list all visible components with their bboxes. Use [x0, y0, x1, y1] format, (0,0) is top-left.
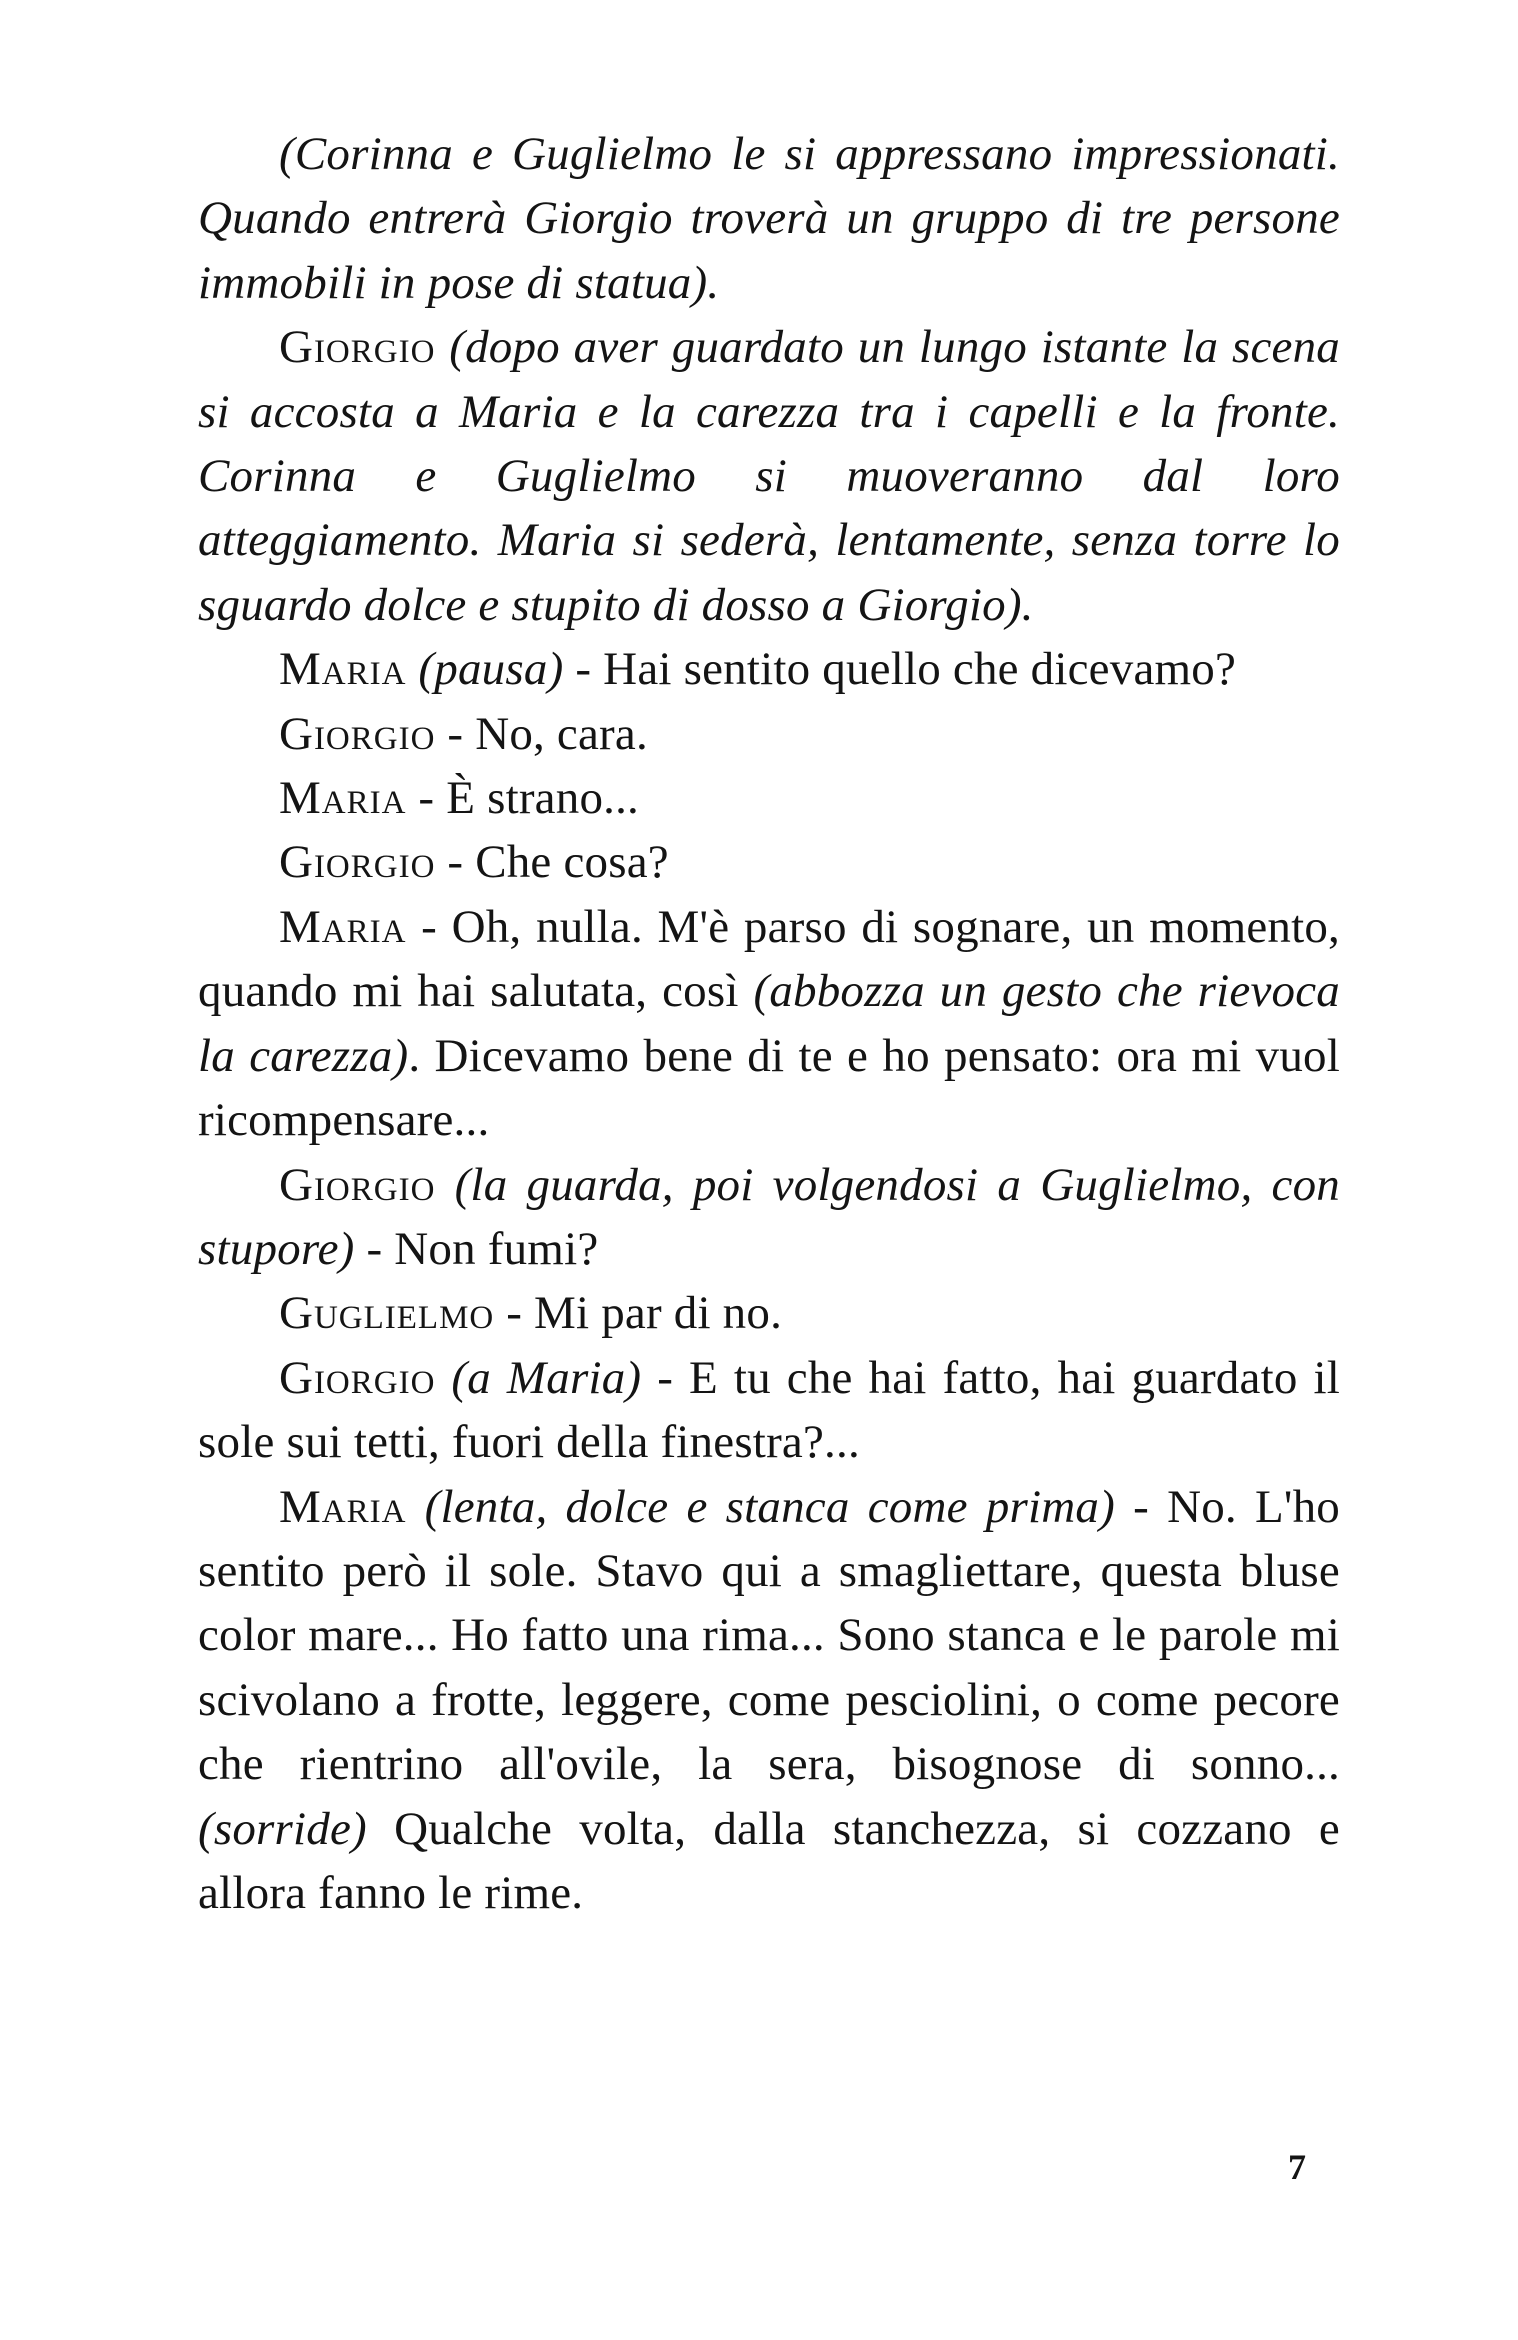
speaker-name: Maria: [279, 772, 407, 825]
speech-text: . Dicevamo bene di te e ho pensato: ora mi vuol ricompensare...: [198, 1029, 1340, 1147]
speech-text: - Oh, nulla. M'è parso di sognare, un momento, quando mi hai salutata, così: [198, 900, 1340, 1018]
speech-text: - Che cosa?: [435, 836, 669, 889]
speaker-name: Maria: [279, 643, 407, 696]
speech-text: - Hai sentito quello che dicevamo?: [563, 643, 1237, 696]
speech-text: - No. L'ho sentito però il sole. Stavo qui a smagliettare, questa bluse color mare... Ho fatto una rima... Sono stanca e le parole mi scivolano a frotte, leggere, come pesciolini, o come pecore che rientrino all'ovile, la sera, bisognose di sonno...: [198, 1480, 1340, 1791]
dialogue-maria-3: [198, 895, 1340, 1153]
stage-direction: (a Maria): [451, 1351, 642, 1404]
dialogue-maria-2: [198, 766, 1340, 830]
speech-text: - No, cara.: [435, 707, 648, 760]
stage-direction: (dopo aver guardato un lungo istante la scena si accosta a Maria e la carezza tra i capelli e la fronte. Corinna e Guglielmo si muoveranno dal loro atteggiamento. Maria si sederà, lentamente, senza torre lo sguardo dolce e stupito di dosso a Giorgio).: [198, 321, 1340, 631]
page-number: 7: [1288, 2147, 1306, 2187]
dialogue-giorgio-3: [198, 830, 1340, 894]
stage-direction: (pausa): [418, 643, 564, 696]
stage-direction-paragraph: (Corinna e Guglielmo le si appressano impressionati. Quando entrerà Giorgio troverà un gruppo di tre persone immobili in pose di statua).: [198, 128, 1340, 309]
speech-text: - Mi par di no.: [494, 1287, 783, 1340]
speaker-name: Giorgio: [279, 321, 436, 374]
speaker-name: Maria: [279, 1480, 407, 1533]
stage-direction: (sorride): [198, 1802, 367, 1855]
dialogue-guglielmo-1: [198, 1281, 1340, 1345]
play-text: [198, 122, 1340, 1925]
stage-direction: (abbozza un gesto che rievoca la carezza): [198, 965, 1340, 1082]
dialogue-giorgio-2: [198, 702, 1340, 766]
speaker-name: Giorgio: [279, 1158, 436, 1211]
stage-direction: (la guarda, poi volgendosi a Guglielmo, con stupore): [198, 1158, 1340, 1275]
speaker-name: Giorgio: [279, 1351, 436, 1404]
speaker-name: Giorgio: [279, 836, 436, 889]
dialogue-maria-1: [198, 637, 1340, 701]
stage-direction: (lenta, dolce e stanca come prima): [424, 1480, 1115, 1533]
speaker-name: Guglielmo: [279, 1287, 495, 1340]
speaker-name: Maria: [279, 900, 407, 953]
speech-text: Qualche volta, dalla stanchezza, si cozzano e allora fanno le rime.: [198, 1802, 1340, 1919]
speech-text: - E tu che hai fatto, hai guardato il sole sui tetti, fuori della finestra?...: [198, 1351, 1340, 1469]
dialogue-giorgio-1: [198, 315, 1340, 637]
speech-text: - È strano...: [406, 772, 639, 825]
dialogue-giorgio-5: [198, 1346, 1340, 1475]
speaker-name: Giorgio: [279, 707, 436, 760]
dialogue-maria-4: [198, 1475, 1340, 1926]
speech-text: - Non fumi?: [354, 1222, 599, 1275]
dialogue-giorgio-4: [198, 1153, 1340, 1282]
